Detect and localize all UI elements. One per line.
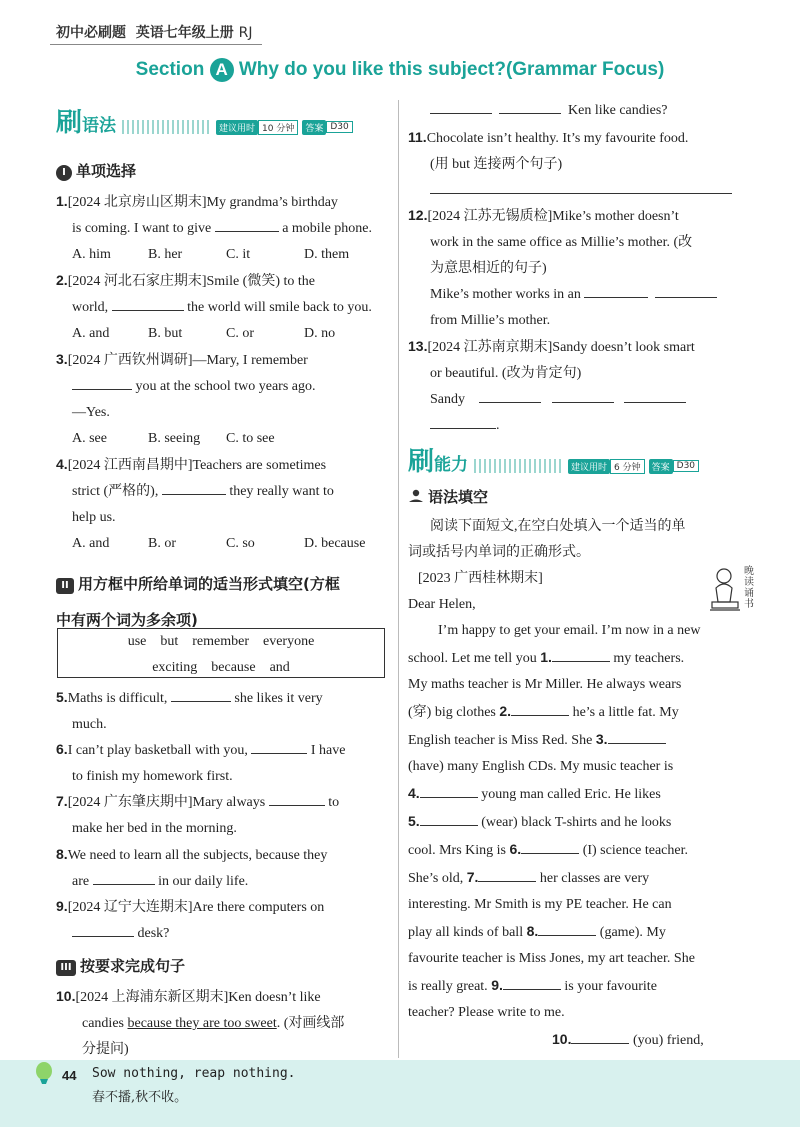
footer-motto-en: Sow nothing, reap nothing.: [92, 1066, 296, 1081]
page-number: 44: [62, 1068, 77, 1083]
question-4: 4.[2024 江西南昌期中]Teachers are sometimes strict (严格的), they really want to help us. A. and B. or C. so D. because: [56, 456, 366, 551]
part-1-heading: I 单项选择: [56, 160, 136, 181]
question-11: 11.Chocolate isn’t healthy. It’s my favourite food. (用 but 连接两个句子): [408, 124, 732, 208]
question-5: 5.Maths is difficult, she likes it very much.: [56, 689, 323, 732]
grammar-section-bar: 刷语法 建议用时 10 分钟 答案 D30: [56, 102, 386, 132]
reading-icon: [408, 489, 424, 503]
question-8: 8.We need to learn all the subjects, because they are in our daily life.: [56, 846, 328, 889]
part-3-heading: III 按要求完成句子: [56, 955, 185, 976]
page-title: Section A Why do you like this subject?(Grammar Focus): [135, 59, 665, 80]
question-1: 1.[2024 北京房山区期末]My grandma’s birthday is coming. I want to give a mobile phone. A. him B. her C. it D. them: [56, 193, 373, 262]
ability-section-bar: 刷能力 建议用时 6 分钟 答案 D30: [408, 441, 738, 471]
header-divider: [50, 44, 262, 45]
cloze-heading: 语法填空: [408, 486, 488, 507]
question-13: 13.[2024 江苏南京期末]Sandy doesn’t look smart or beautiful. (改为肯定句) Sandy .: [408, 338, 695, 433]
question-3: 3.[2024 广西钦州调研]—Mary, I remember you at the school two years ago. —Yes. A. see B. seeing C. to see: [56, 351, 316, 446]
footer-motto-cn: 春不播,秋不收。: [92, 1090, 188, 1105]
question-9: 9.[2024 辽宁大连期末]Are there computers on desk?: [56, 898, 325, 941]
balloon-icon: [34, 1062, 54, 1088]
question-2: 2.[2024 河北石家庄期末]Smile (微笑) to the world, the world will smile back to you. A. and B. but C. or D. no: [56, 272, 372, 341]
book-edition: RJ: [238, 25, 253, 41]
hatch-decoration: [474, 459, 564, 473]
book-header: [56, 22, 252, 42]
section-letter-badge: A: [210, 58, 234, 82]
question-10: 10.[2024 上海浦东新区期末]Ken doesn’t like candies because they are too sweet. (对画线部 分提问): [56, 988, 345, 1057]
cloze-instructions: 阅读下面短文,在空白处填入一个适当的单 词或括号内单词的正确形式。 [2023 广西桂林期末]: [408, 519, 686, 586]
book-subject: 英语七年级上册: [135, 25, 234, 41]
reading-cartoon: 晚读诵书: [706, 564, 756, 616]
part-2-heading: II 用方框中所给单词的适当形式填空(方框 中有两个词为多余项): [56, 575, 340, 629]
column-divider: [398, 100, 399, 1058]
book-title: 初中必刷题: [56, 25, 126, 41]
question-12: 12.[2024 江苏无锡质检]Mike’s mother doesn’t work in the same office as Millie’s mother. (改 为意思相近的句子) Mike’s mother works in an from Millie’s mother.: [408, 202, 717, 334]
page-footer: [0, 1060, 800, 1127]
cloze-passage: Dear Helen, I’m happy to get your email. I’m now in a new school. Let me tell you 1. my teachers. My maths teacher is Mr Miller. He always wears (穿) big clothes 2. he’s a little fat. My English teacher is Miss Red. She 3. (have) many English CDs. My music teacher is 4. young man called Eric. He likes 5. (wear) black T-shirts and he looks cool. Mrs King is 6. (I) science teacher. She’s old, 7. her classes are very interesting. Mr Smith is my PE teacher. He can play all kinds of ball 8. (game). My favourite teacher is Miss Jones, my art teacher. She is really great. 9. is your favourite teacher? Please write to me. 10. (you) friend,: [408, 597, 704, 1048]
question-7: 7.[2024 广东肇庆期中]Mary always to make her bed in the morning.: [56, 793, 340, 836]
word-box: use but remember everyone exciting because and: [57, 628, 385, 678]
question-10-answer-line: Ken like candies?: [408, 98, 668, 124]
hatch-decoration: [122, 120, 212, 134]
question-6: 6.I can’t play basketball with you, I have to finish my homework first.: [56, 741, 346, 784]
